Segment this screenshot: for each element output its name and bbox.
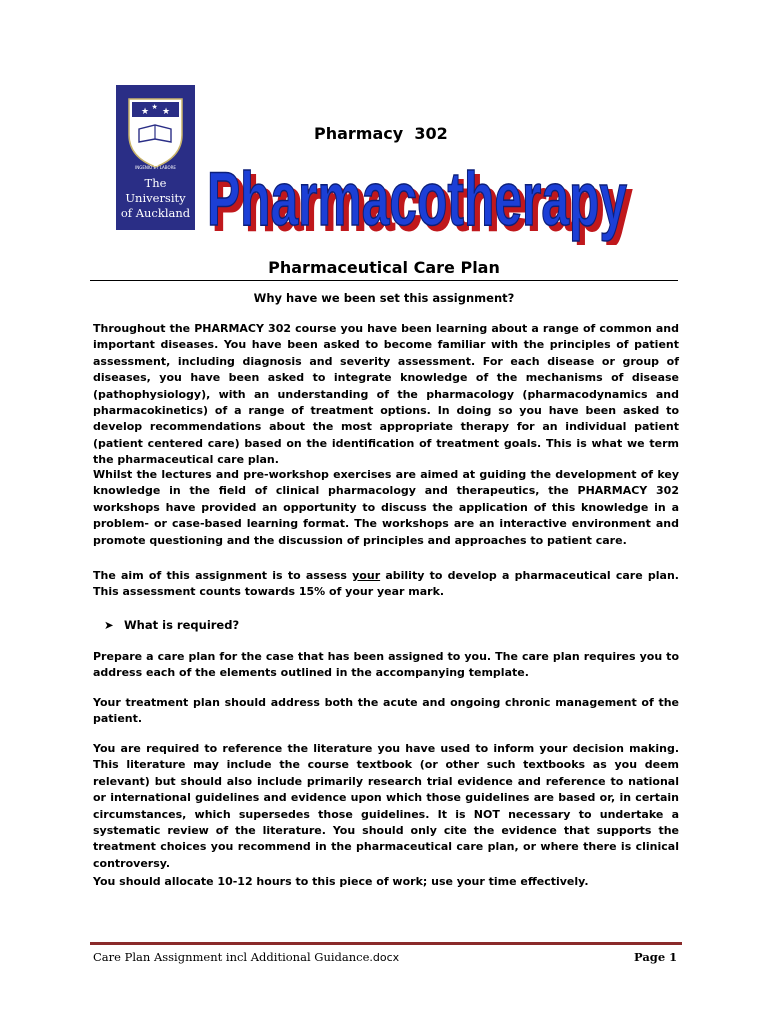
university-name-line3: of Auckland (120, 206, 191, 220)
svg-text:★: ★ (162, 107, 171, 117)
section-heading-required (104, 618, 239, 632)
paragraph-time: You should allocate 10-12 hours to this piece of work; use your time effectively. (93, 875, 589, 888)
footer-document-name (93, 950, 399, 964)
svg-text:★: ★ (141, 107, 150, 117)
paragraph-references: You are required to reference the literature you have used to inform your decision making. This literature may include the course textbook (or other such textbooks as you deem relevant) but should also include primarily research trial evidence and reference to national or international guidelines and evidence upon which those guidelines are based or, in certain circumstances, which supersedes those guidelines. It is NOT necessary to undertake a systematic review of the literature. You should only cite the evidence that supports the treatment choices you recommend in the pharmaceutical care plan, or where there is clinical controversy. (93, 742, 679, 870)
footer-doc-extension: .docx (369, 951, 400, 964)
university-name (116, 176, 195, 221)
course-title: Pharmacotherapy (207, 157, 627, 242)
course-title-shadow: Pharmacotherapy (212, 162, 632, 245)
paragraph-workshops: Whilst the lectures and pre-workshop exercises are aimed at guiding the development of key knowledge in the field of clinical pharmacology and therapeutics, the PHARMACY 302 workshops have provided an opportunity to discuss the application of this knowledge in a problem- or case-based learning format. The workshops are an interactive environment and promote questioning and the discussion of principles and approaches to patient care. (93, 468, 679, 547)
paragraph-treatment: Your treatment plan should address both the acute and ongoing chronic management of the patient. (93, 696, 679, 726)
paragraph-aim (93, 568, 679, 601)
aim-text-start: The aim of this assignment is to assess (93, 569, 353, 582)
document-heading: Pharmaceutical Care Plan (268, 258, 500, 277)
document-subheading: Why have we been set this assignment? (253, 291, 515, 305)
aim-text-emphasis: your (352, 569, 381, 582)
course-code: Pharmacy 302 (314, 124, 448, 143)
footer-doc-title: Care Plan Assignment incl Additional Guidance (93, 950, 370, 964)
aim-text-end: ability to develop a pharmaceutical care plan. This assessment counts towards 15% of your year mark. (93, 569, 679, 599)
paragraph-intro: Throughout the PHARMACY 302 course you have been learning about a range of common and important diseases. You have been asked to become familiar with the principles of patient assessment, including diagnosis and severity assessment. For each disease or group of diseases, you have been asked to integrate knowledge of the mechanisms of disease (pathophysiology), with an understanding of the pharmacology (pharmacodynamics and pharmacokinetics) of a range of treatment options. In doing so you have been asked to develop recommendations about the most appropriate therapy for an individual patient (patient centered care) based on the identification of treatment goals. This is what we term the pharmaceutical care plan. (93, 322, 679, 467)
logo-motto: INGENIO ET LABORE (135, 165, 176, 170)
course-title-wordart (200, 150, 645, 245)
university-logo (116, 85, 195, 230)
svg-text:★: ★ (151, 103, 158, 111)
heading-rule (90, 280, 678, 281)
arrow-bullet-icon: ➤ (104, 618, 114, 632)
footer-rule (90, 942, 682, 945)
crest-icon (125, 95, 186, 171)
paragraph-prepare: Prepare a care plan for the case that has been assigned to you. The care plan requires you to address each of the elements outlined in the accompanying template. (93, 650, 679, 680)
footer-page-number: Page 1 (634, 950, 678, 964)
university-name-line2: University (125, 191, 186, 205)
university-name-line1: The (144, 176, 167, 190)
section-heading-label: What is required? (124, 618, 240, 632)
